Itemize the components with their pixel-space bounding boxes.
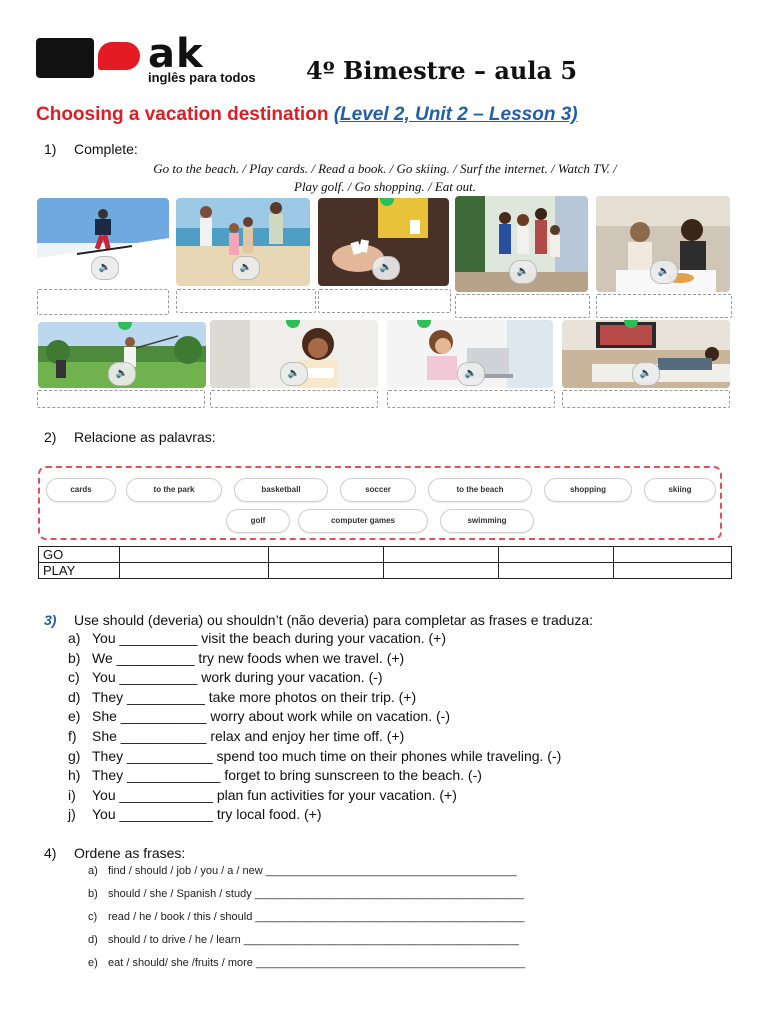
question-number: 3) [44, 612, 57, 628]
image-restaurant [596, 196, 730, 292]
sentence-list [68, 629, 561, 825]
answer-box-8[interactable] [387, 390, 555, 408]
table-cell[interactable] [269, 547, 384, 563]
question-instruction: Relacione as palavras: [74, 429, 216, 445]
speaker-icon[interactable]: 🔈 [280, 362, 308, 386]
speaker-icon[interactable]: 🔈 [91, 256, 119, 280]
image-skiing [37, 198, 169, 286]
image-beach [176, 198, 310, 286]
table-cell[interactable] [120, 563, 269, 579]
image-tv [562, 320, 730, 388]
image-cards [318, 198, 449, 286]
row-label: PLAY [39, 563, 120, 579]
word-pill[interactable]: to the beach [428, 478, 532, 502]
order-item: e) eat / should/ she /fruits / more ____________________________________________ [88, 957, 526, 969]
q1-options-line-1: Go to the beach. / Play cards. / Read a book. / Go skiing. / Surf the internet. / Watch TV. / [153, 161, 617, 176]
word-pill[interactable]: computer games [298, 509, 428, 533]
word-pill[interactable]: shopping [544, 478, 632, 502]
question-number: 4) [44, 845, 57, 861]
table-row [39, 563, 732, 579]
page-title: 4º Bimestre – aula 5 [306, 56, 578, 85]
question-3-heading [44, 612, 593, 628]
question-number: 2) [44, 429, 57, 445]
list-item: j) You ____________ try local food. (+) [68, 806, 322, 823]
speaker-icon[interactable]: 🔈 [457, 362, 485, 386]
table-row [39, 547, 732, 563]
word-pill[interactable]: swimming [440, 509, 534, 533]
speaker-icon[interactable]: 🔈 [108, 362, 136, 386]
lesson-title [36, 104, 578, 126]
question-4-heading [44, 845, 185, 861]
q1-options-line-2: Play golf. / Go shopping. / Eat out. [294, 179, 476, 194]
table-cell[interactable] [614, 547, 732, 563]
word-pill[interactable]: basketball [234, 478, 328, 502]
image-laptop [387, 320, 553, 388]
speaker-icon[interactable]: 🔈 [372, 256, 400, 280]
table-cell[interactable] [269, 563, 384, 579]
image-shopping [455, 196, 588, 292]
answer-box-6[interactable] [37, 390, 205, 408]
table-cell[interactable] [120, 547, 269, 563]
order-item: d) should / to drive / he / learn _____________________________________________ [88, 934, 520, 946]
list-item: d) They __________ take more photos on their trip. (+) [68, 688, 417, 705]
order-item: c) read / he / book / this / should ____________________________________________ [88, 911, 525, 923]
speaker-icon[interactable]: 🔈 [509, 260, 537, 284]
table-cell[interactable] [614, 563, 732, 579]
logo-text: ak [148, 31, 204, 77]
list-item: h) They ____________ forget to bring sunscreen to the beach. (-) [68, 767, 482, 784]
answer-box-5[interactable] [596, 294, 732, 318]
list-item: e) She ___________ worry about work while on vacation. (-) [68, 708, 450, 725]
image-reading [210, 320, 378, 388]
word-pill[interactable]: to the park [126, 478, 222, 502]
table-cell[interactable] [499, 547, 614, 563]
answer-box-4[interactable] [455, 294, 590, 318]
image-golf [38, 322, 206, 388]
list-item: a) You __________ visit the beach during your vacation. (+) [68, 630, 447, 646]
word-bank [38, 466, 722, 540]
list-item: i) You ____________ plan fun activities for your vacation. (+) [68, 786, 457, 803]
list-item: f) She ___________ relax and enjoy her time off. (+) [68, 727, 405, 744]
word-pill[interactable]: soccer [340, 478, 416, 502]
question-1-heading [44, 141, 138, 157]
question-number: 1) [44, 141, 57, 157]
order-item: a) find / should / job / you / a / new _________________________________________ [88, 865, 517, 877]
speaker-icon[interactable]: 🔈 [650, 260, 678, 284]
answer-box-3[interactable] [318, 289, 451, 313]
speak-logo [36, 31, 291, 85]
word-pill[interactable]: skiing [644, 478, 716, 502]
logo-speech-bubble-icon [98, 42, 140, 70]
table-cell[interactable] [384, 547, 499, 563]
word-pill[interactable]: cards [46, 478, 116, 502]
list-item: c) You __________ work during your vacation. (-) [68, 669, 383, 686]
word-pill[interactable]: golf [226, 509, 290, 533]
answer-box-9[interactable] [562, 390, 730, 408]
list-item: g) They ___________ spend too much time on their phones while traveling. (-) [68, 747, 562, 764]
logo-tagline: inglês para todos [148, 70, 256, 85]
answer-box-7[interactable] [210, 390, 378, 408]
go-play-table [38, 546, 732, 579]
answer-box-1[interactable] [37, 289, 169, 315]
question-instruction: Complete: [74, 141, 138, 157]
answer-box-2[interactable] [176, 289, 316, 313]
logo-s-block [36, 38, 94, 78]
table-cell[interactable] [499, 563, 614, 579]
row-label: GO [39, 547, 120, 563]
lesson-name: Choosing a vacation destination [36, 104, 329, 125]
question-instruction: Ordene as frases: [74, 845, 186, 861]
lesson-level-link[interactable]: (Level 2, Unit 2 – Lesson 3) [333, 104, 578, 125]
order-item: b) should / she / Spanish / study ____________________________________________ [88, 888, 524, 900]
speaker-icon[interactable]: 🔈 [632, 362, 660, 386]
question-instruction: Use should (deveria) ou shouldn’t (não deveria) para completar as frases e traduza: [74, 612, 594, 628]
q1-options [60, 160, 710, 196]
list-item: b) We __________ try new foods when we travel. (+) [68, 649, 405, 666]
question-2-heading [44, 429, 216, 445]
speaker-icon[interactable]: 🔈 [232, 256, 260, 280]
table-cell[interactable] [384, 563, 499, 579]
